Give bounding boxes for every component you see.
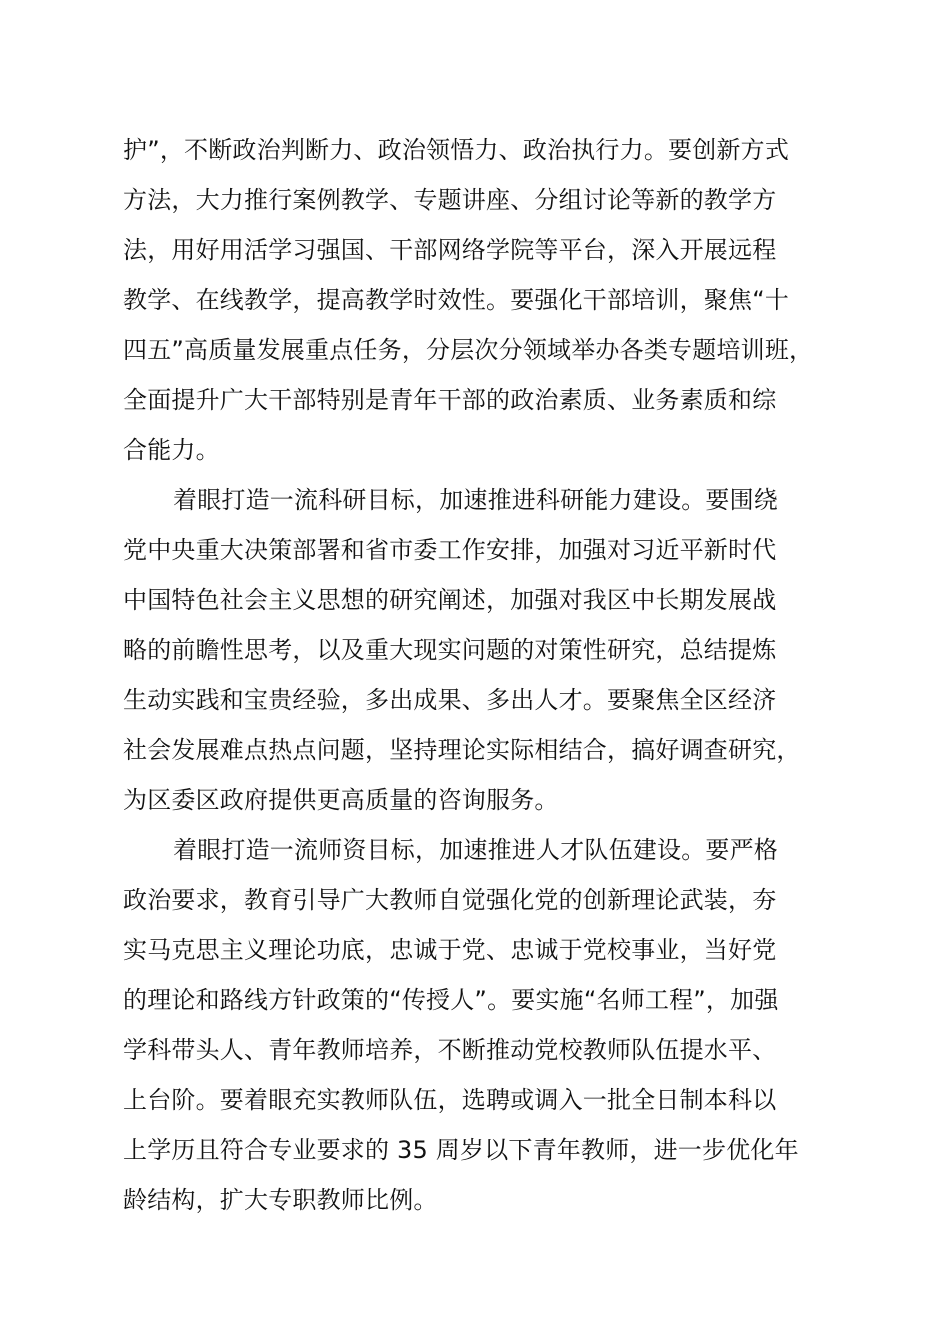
text-line: 合能力。 bbox=[123, 436, 220, 464]
text-line: 全面提升广大干部特别是青年干部的政治素质、业务素质和综 bbox=[123, 386, 777, 414]
text-line: 中国特色社会主义思想的研究阐述，加强对我区中长期发展战 bbox=[123, 586, 777, 614]
text-line: 学科带头人、青年教师培养，不断推动党校教师队伍提水平、 bbox=[123, 1036, 777, 1064]
text-line: 为区委区政府提供更高质量的咨询服务。 bbox=[123, 786, 559, 814]
text-line: 四五”高质量发展重点任务，分层次分领域举办各类专题培训班， bbox=[123, 336, 814, 364]
text-line: 龄结构，扩大专职教师比例。 bbox=[123, 1186, 438, 1214]
paragraph-start-line: 着眼打造一流科研目标，加速推进科研能力建设。要围绕 bbox=[173, 486, 778, 514]
text-line: 略的前瞻性思考，以及重大现实问题的对策性研究，总结提炼 bbox=[123, 636, 777, 664]
text-line: 政治要求，教育引导广大教师自觉强化党的创新理论武装，夯 bbox=[123, 886, 777, 914]
text-line: 法，用好用活学习强国、干部网络学院等平台，深入开展远程 bbox=[123, 236, 777, 264]
paragraph-start-line: 着眼打造一流师资目标，加速推进人才队伍建设。要严格 bbox=[173, 836, 778, 864]
text-line: 方法，大力推行案例教学、专题讲座、分组讨论等新的教学方 bbox=[123, 186, 777, 214]
text-line: 社会发展难点热点问题，坚持理论实际相结合，搞好调查研究， bbox=[123, 736, 801, 764]
text-line: 实马克思主义理论功底，忠诚于党、忠诚于党校事业，当好党 bbox=[123, 936, 777, 964]
text-line: 教学、在线教学，提高教学时效性。要强化干部培训，聚焦“十 bbox=[123, 286, 790, 314]
text-line: 生动实践和宝贵经验，多出成果、多出人才。要聚焦全区经济 bbox=[123, 686, 777, 714]
text-line: 上学历且符合专业要求的 35 周岁以下青年教师，进一步优化年 bbox=[123, 1136, 799, 1164]
text-line: 党中央重大决策部署和省市委工作安排，加强对习近平新时代 bbox=[123, 536, 777, 564]
text-line: 的理论和路线方针政策的“传授人”。要实施“名师工程”，加强 bbox=[123, 986, 779, 1014]
text-line: 上台阶。要着眼充实教师队伍，选聘或调入一批全日制本科以 bbox=[123, 1086, 777, 1114]
text-line: 护”，不断政治判断力、政治领悟力、政治执行力。要创新方式 bbox=[123, 136, 790, 164]
